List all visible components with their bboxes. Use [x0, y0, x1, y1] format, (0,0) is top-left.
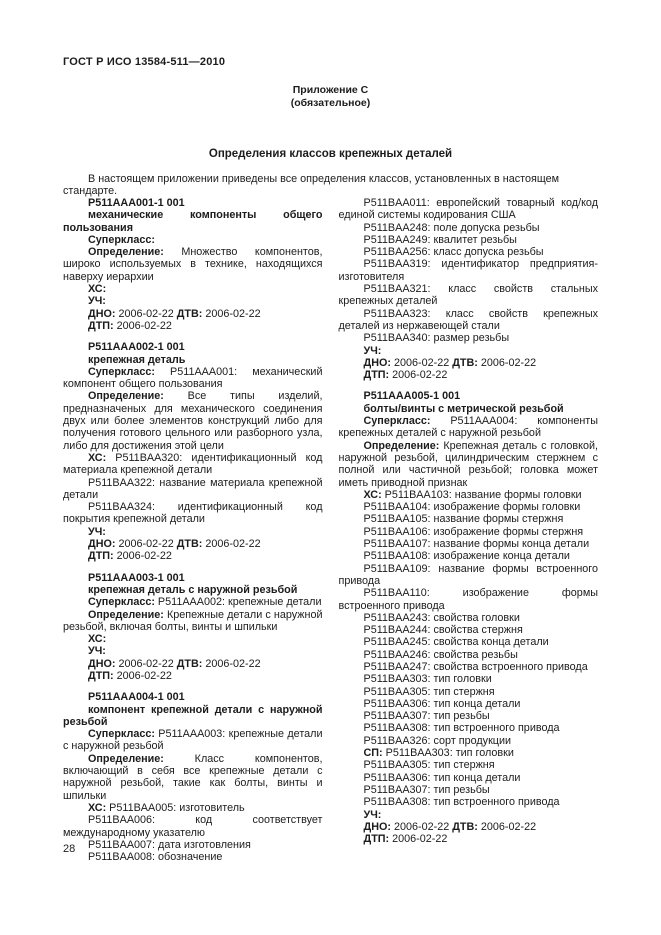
text-run: Суперкласс:	[363, 415, 431, 428]
paragraph	[339, 686, 599, 698]
text-run: 2006-02-22	[389, 833, 448, 846]
text-run: Суперкласс:	[88, 596, 155, 609]
text-run: P511BAA105: название формы стержня	[363, 513, 564, 526]
paragraph	[339, 821, 599, 833]
paragraph	[63, 295, 323, 307]
paragraph	[63, 704, 323, 729]
paragraph	[63, 728, 323, 753]
text-run: 2006-02-22	[115, 307, 177, 320]
paragraph	[63, 283, 323, 295]
paragraph	[339, 246, 599, 258]
text-run: ДТП:	[88, 669, 114, 682]
paragraph	[63, 609, 323, 634]
text-run: ХС:	[88, 283, 107, 296]
text-run: 2006-02-22	[115, 538, 177, 551]
text-run: P511BAA104: изображение формы головки	[363, 501, 581, 514]
annex-label: Приложение С	[292, 84, 369, 96]
paragraph	[339, 234, 599, 246]
text-run: ДТП:	[88, 550, 114, 563]
text-run: крепежная деталь	[88, 353, 186, 366]
text-run: УЧ:	[363, 808, 382, 821]
text-run: Суперкласс:	[88, 365, 155, 378]
text-run: ДНО:	[363, 356, 391, 369]
text-run: P511BAA321: класс свойств стальных крепежных деталей	[338, 283, 598, 308]
intro-paragraph: В настоящем приложении приведены все определения классов, установленных в настоящем стандарте.	[63, 173, 560, 198]
text-run: ДНО:	[88, 657, 116, 670]
text-run: ДТП:	[88, 319, 114, 332]
paragraph	[63, 246, 323, 283]
text-run: ДНО:	[88, 307, 116, 320]
paragraph	[63, 658, 323, 670]
paragraph	[63, 584, 323, 596]
paragraph	[63, 390, 323, 451]
paragraph	[339, 197, 599, 222]
paragraph	[63, 308, 323, 320]
paragraph	[339, 624, 599, 636]
text-run: P511BAA307: тип резьбы	[363, 783, 490, 796]
text-run: ДТВ:	[176, 657, 203, 670]
paragraph	[63, 501, 323, 526]
text-run: ДНО:	[363, 820, 391, 833]
text-run: ДТП:	[363, 369, 390, 382]
text-run: Все типы изделий, предназначеных для механического соединения двух или более элементов конструкций либо для получения готового цельного или разборного узла, либо для достижения этой цели	[63, 390, 323, 452]
text-run: P511BAA103: название формы головки	[381, 488, 582, 501]
paragraph	[339, 501, 599, 513]
text-run: 2006-02-22	[477, 820, 537, 833]
text-run: 2006-02-22	[389, 369, 448, 382]
paragraph	[63, 839, 323, 851]
paragraph	[63, 234, 323, 246]
text-run: УЧ:	[88, 645, 106, 658]
paragraph	[339, 258, 599, 283]
paragraph	[339, 636, 599, 648]
paragraph	[63, 572, 323, 584]
text-run: P511BAA109: название формы встроенного привода	[338, 562, 598, 587]
text-run: P511BAA320: идентификационный код материала крепежной детали	[63, 451, 323, 477]
text-run: P511AAA002-1 001	[88, 341, 185, 354]
text-run: P511BAA340: размер резьбы	[363, 332, 510, 345]
text-run: P511BAA322: название материала крепежной детали	[63, 476, 323, 501]
text-run: ДНО:	[88, 538, 116, 551]
text-run: P511AAA003-1 001	[88, 571, 185, 584]
paragraph	[63, 851, 323, 863]
text-run: ХС:	[363, 488, 382, 501]
text-run: P511BAA005: изготовитель	[106, 801, 245, 814]
paragraph	[339, 390, 599, 402]
text-run: ХС:	[88, 633, 107, 646]
text-run: P511BAA245: свойства конца детали	[363, 636, 549, 649]
paragraph	[339, 759, 599, 771]
paragraph	[63, 354, 323, 366]
paragraph	[339, 833, 599, 845]
text-run: P511BAA247: свойства встроенного привода	[363, 660, 588, 673]
text-run: УЧ:	[363, 344, 382, 357]
paragraph	[63, 366, 323, 391]
page-title: Определения классов крепежных деталей	[208, 148, 453, 160]
text-run: Определение:	[88, 246, 164, 259]
text-run: P511BAA256: класс допуска резьбы	[363, 246, 544, 259]
text-run: P511AAA005-1 001	[363, 390, 461, 403]
paragraph	[339, 345, 599, 357]
paragraph	[339, 673, 599, 685]
text-run: 2006-02-22	[113, 319, 172, 332]
text-run: 2006-02-22	[113, 669, 172, 682]
paragraph	[63, 814, 323, 839]
paragraph	[339, 661, 599, 673]
text-run: крепежная деталь с наружной резьбой	[88, 583, 298, 596]
text-run: P511AAA001: механический компонент общего пользования	[63, 365, 323, 391]
paragraph	[63, 209, 323, 234]
paragraph	[339, 403, 599, 415]
text-run: P511AAA003: крепежные детали с наружной резьбой	[63, 728, 323, 753]
paragraph	[339, 369, 599, 381]
text-run: Определение:	[88, 752, 164, 765]
text-run: Класс компонентов, включающий в себя все крепежные детали с наружной резьбой, такие как болты, винты и шпильки	[63, 752, 323, 802]
text-run: P511BAA307: тип резьбы	[363, 710, 490, 723]
paragraph	[63, 526, 323, 538]
paragraph	[63, 341, 323, 353]
two-column-body	[63, 197, 598, 863]
paragraph	[339, 489, 599, 501]
annex-type: (обязательное)	[290, 97, 371, 109]
text-run: P511BAA326: сорт продукции	[363, 734, 512, 747]
paragraph	[339, 550, 599, 562]
text-run: P511BAA110: изображение формы встроенного привода	[338, 587, 598, 612]
paragraph	[63, 691, 323, 703]
text-run: УЧ:	[88, 525, 106, 538]
paragraph	[339, 513, 599, 525]
paragraph	[63, 452, 323, 477]
paragraph	[339, 526, 599, 538]
paragraph	[339, 649, 599, 661]
text-run: ДТП:	[363, 833, 390, 846]
text-run: УЧ:	[88, 295, 106, 308]
paragraph	[339, 308, 599, 333]
text-run: P511BAA308: тип встроенного привода	[363, 722, 560, 735]
text-run: P511BAA305: тип стержня	[363, 759, 495, 772]
paragraph	[339, 440, 599, 489]
text-run: P511AAA002: крепежные детали	[154, 596, 322, 609]
text-run: компонент крепежной детали с наружной резьбой	[63, 703, 323, 728]
paragraph	[63, 197, 323, 209]
text-run: Крепежная деталь с головкой, наружной резьбой, цилиндрическим стержнем с полной или частичной резьбой; головка может иметь приводной признак	[338, 439, 598, 489]
paragraph	[63, 538, 323, 550]
paragraph	[339, 735, 599, 747]
paragraph	[339, 538, 599, 550]
text-run: ДТВ:	[176, 538, 203, 551]
text-run: P511BAA324: идентификационный код покрытия крепежной детали	[63, 501, 323, 526]
paragraph	[339, 332, 599, 344]
paragraph	[339, 415, 599, 440]
text-run: P511BAA305: тип стержня	[363, 685, 495, 698]
text-run: P511BAA006: код соответствует международному указателю	[63, 814, 323, 839]
text-run: болты/винты с метрической резьбой	[363, 402, 564, 415]
page-number: 28	[63, 843, 76, 855]
paragraph	[339, 784, 599, 796]
text-run: P511BAA011: европейский товарный код/код единой системы кодирования США	[338, 197, 598, 222]
text-run: P511BAA303: тип головки	[363, 673, 492, 686]
text-run: P511BAA246: свойства резьбы	[363, 648, 518, 661]
paragraph	[63, 802, 323, 814]
text-run: P511BAA108: изображение конца детали	[363, 550, 570, 563]
text-run: ХС:	[88, 451, 107, 464]
paragraph	[63, 320, 323, 332]
text-run: ДТВ:	[452, 820, 478, 833]
text-run: P511BAA106: изображение формы стержня	[363, 525, 584, 538]
paragraph	[63, 645, 323, 657]
text-run: Определение:	[363, 439, 440, 452]
text-run: 2006-02-22	[202, 657, 261, 670]
paragraph	[339, 796, 599, 808]
text-run: СП:	[363, 747, 383, 760]
paragraph	[339, 698, 599, 710]
paragraph	[63, 753, 323, 802]
paragraph	[63, 550, 323, 562]
paragraph	[339, 747, 599, 759]
text-run: Множество компонентов, широко используемых в технике, находящихся наверху иерархии	[63, 246, 323, 283]
paragraph	[339, 357, 599, 369]
text-run: P511BAA249: квалитет резьбы	[363, 233, 517, 246]
paragraph	[339, 772, 599, 784]
text-run: P511BAA107: название формы конца детали	[363, 538, 590, 551]
text-run: 2006-02-22	[113, 550, 172, 563]
text-run: P511BAA323: класс свойств крепежных деталей из нержавеющей стали	[338, 307, 598, 332]
document-code: ГОСТ Р ИСО 13584-511—2010	[63, 56, 226, 68]
text-run: P511BAA303: тип головки	[382, 747, 514, 760]
text-run: P511AAA004-1 001	[88, 691, 185, 704]
text-run: Суперкласс:	[88, 233, 155, 246]
text-run: 2006-02-22	[477, 356, 537, 369]
paragraph	[63, 596, 323, 608]
left-column	[63, 197, 323, 863]
text-run: Крепежные детали с наружной резьбой, включая болты, винты и шпильки	[63, 608, 323, 633]
right-column	[339, 197, 599, 863]
paragraph	[339, 587, 599, 612]
text-run: P511BAA243: свойства головки	[363, 611, 520, 624]
text-run: P511BAA308: тип встроенного привода	[363, 796, 560, 809]
text-run: Суперкласс:	[88, 728, 155, 741]
paragraph	[339, 809, 599, 821]
text-run: P511BAA248: поле допуска резьбы	[363, 221, 540, 234]
text-run: Определение:	[88, 608, 164, 621]
annex-heading	[0, 84, 661, 110]
text-run: 2006-02-22	[202, 307, 261, 320]
text-run: 2006-02-22	[115, 657, 177, 670]
paragraph	[339, 710, 599, 722]
text-run: механические компоненты общего пользования	[63, 209, 323, 234]
text-run: 2006-02-22	[202, 538, 261, 551]
paragraph	[339, 222, 599, 234]
text-run: P511BAA008: обозначение	[88, 851, 223, 864]
text-run: Определение:	[88, 390, 164, 403]
text-run: P511AAA004: компоненты крепежных деталей с наружной резьбой	[338, 415, 598, 440]
paragraph	[339, 283, 599, 308]
text-run: ДТВ:	[452, 356, 478, 369]
text-run: 2006-02-22	[390, 820, 453, 833]
text-run: 2006-02-22	[390, 356, 453, 369]
paragraph	[339, 612, 599, 624]
text-run: ХС:	[88, 801, 107, 814]
paragraph	[339, 722, 599, 734]
paragraph	[63, 670, 323, 682]
text-run: P511BAA244: свойства стержня	[363, 624, 523, 637]
text-run: P511BAA306: тип конца детали	[363, 771, 521, 784]
text-run: ДТВ:	[176, 307, 203, 320]
text-run: P511BAA319: идентификатор предприятия-изготовителя	[338, 258, 598, 283]
paragraph	[63, 633, 323, 645]
paragraph	[339, 563, 599, 588]
text-run: P511BAA007: дата изготовления	[88, 838, 251, 851]
text-run: P511AAA001-1 001	[88, 197, 185, 209]
text-run: P511BAA306: тип конца детали	[363, 697, 521, 710]
paragraph	[63, 477, 323, 502]
